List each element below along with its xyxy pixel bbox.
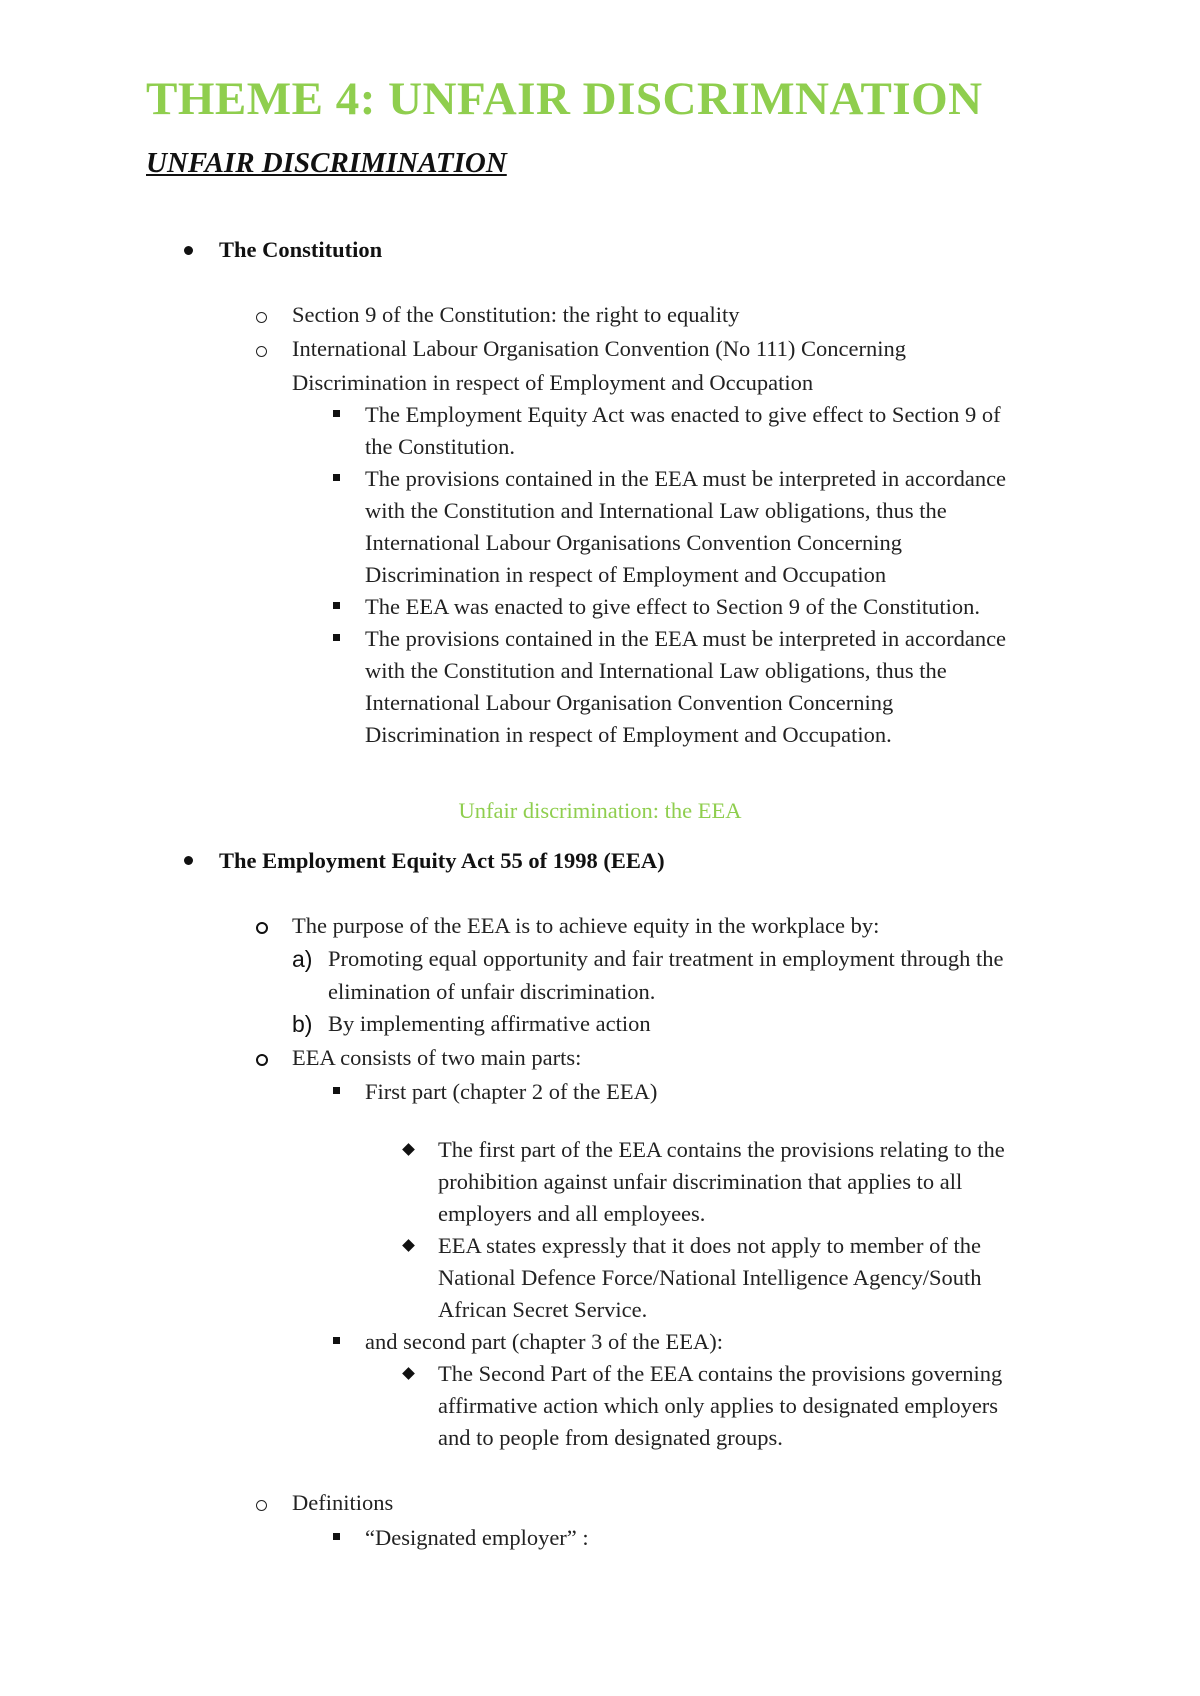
list-letter: b) (292, 1011, 313, 1037)
sub-list-item: The Employment Equity Act was enacted to give effect to Section 9 of (365, 402, 1001, 427)
bullet-diamond-icon (402, 1367, 415, 1380)
bullet-circle-icon (256, 1054, 268, 1066)
sub-list-item-continuation: with the Constitution and International Law obligations, thus the (365, 658, 947, 683)
document-subtitle: UNFAIR DISCRIMINATION (146, 147, 507, 179)
sub-sub-list-item-continuation: and to people from designated groups. (438, 1425, 783, 1450)
sub-sub-list-item: The Second Part of the EEA contains the provisions governing (438, 1361, 1003, 1386)
sub-sub-list-item: EEA states expressly that it does not apply to member of the (438, 1233, 982, 1258)
bullet-diamond-icon (402, 1143, 415, 1156)
sub-list-item: “Designated employer” : (365, 1525, 589, 1550)
sub-list-item-continuation: the Constitution. (365, 434, 516, 459)
list-item: International Labour Organisation Convention (No 111) Concerning (292, 336, 907, 361)
sub-list-item-continuation: International Labour Organisation Convention Concerning (365, 690, 894, 715)
bullet-circle-icon (256, 1500, 267, 1511)
bullet-dot-icon (184, 246, 193, 255)
list-item: Section 9 of the Constitution: the right to equality (292, 302, 740, 327)
document-title: THEME 4: UNFAIR DISCRIMNATION (146, 73, 983, 125)
lettered-item: By implementing affirmative action (328, 1011, 651, 1036)
sub-list-item-continuation: with the Constitution and International Law obligations, thus the (365, 498, 947, 523)
list-letter: a) (292, 946, 313, 972)
sub-list-item: First part (chapter 2 of the EEA) (365, 1079, 658, 1104)
sub-list-item: The provisions contained in the EEA must be interpreted in accordance (365, 626, 1007, 651)
bullet-circle-icon (256, 922, 268, 934)
bullet-square-icon (333, 634, 340, 641)
sub-sub-list-item-continuation: National Defence Force/National Intelligence Agency/South (438, 1265, 982, 1290)
lettered-item: Promoting equal opportunity and fair treatment in employment through the (328, 946, 1004, 971)
list-item: The purpose of the EEA is to achieve equity in the workplace by: (292, 913, 880, 938)
list-item: EEA consists of two main parts: (292, 1045, 582, 1070)
bullet-square-icon (333, 474, 340, 481)
sub-sub-list-item-continuation: prohibition against unfair discrimination that applies to all (438, 1169, 963, 1194)
bullet-square-icon (333, 602, 340, 609)
sub-sub-list-item-continuation: African Secret Service. (438, 1297, 648, 1322)
sub-sub-list-item-continuation: affirmative action which only applies to designated employers (438, 1393, 999, 1418)
bullet-square-icon (333, 1533, 340, 1540)
heading-constitution: The Constitution (219, 237, 383, 262)
heading-eea: The Employment Equity Act 55 of 1998 (EEA) (219, 848, 665, 873)
sub-sub-list-item: The first part of the EEA contains the provisions relating to the (438, 1137, 1005, 1162)
sub-list-item: and second part (chapter 3 of the EEA): (365, 1329, 723, 1354)
bullet-circle-icon (256, 346, 267, 357)
section-label: Unfair discrimination: the EEA (458, 798, 742, 823)
lettered-item-continuation: elimination of unfair discrimination. (328, 979, 656, 1004)
sub-list-item-continuation: International Labour Organisations Convention Concerning (365, 530, 902, 555)
bullet-square-icon (333, 1337, 340, 1344)
list-item: Definitions (292, 1490, 394, 1515)
bullet-circle-icon (256, 312, 267, 323)
list-item-continuation: Discrimination in respect of Employment and Occupation (292, 370, 814, 395)
bullet-square-icon (333, 410, 340, 417)
bullet-diamond-icon (402, 1239, 415, 1252)
sub-sub-list-item-continuation: employers and all employees. (438, 1201, 706, 1226)
sub-list-item-continuation: Discrimination in respect of Employment and Occupation (365, 562, 887, 587)
bullet-square-icon (333, 1087, 340, 1094)
sub-list-item-continuation: Discrimination in respect of Employment and Occupation. (365, 722, 892, 747)
sub-list-item: The provisions contained in the EEA must be interpreted in accordance (365, 466, 1007, 491)
sub-list-item: The EEA was enacted to give effect to Section 9 of the Constitution. (365, 594, 981, 619)
bullet-dot-icon (184, 856, 193, 865)
